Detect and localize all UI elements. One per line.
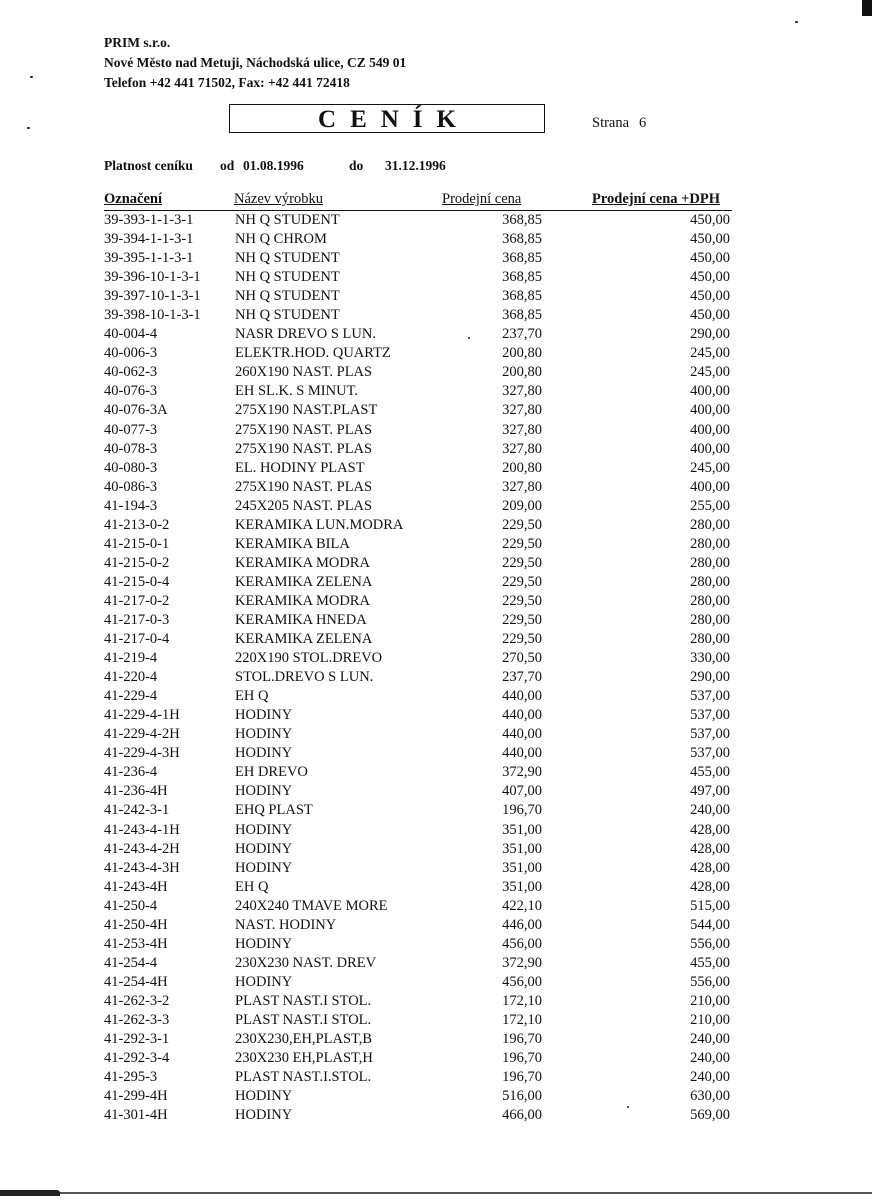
cell-price-vat: 537,00 (690, 726, 730, 743)
cell-price: 351,00 (502, 840, 542, 857)
cell-name: KERAMIKA MODRA (235, 554, 370, 571)
table-row (0, 268, 872, 287)
table-row (0, 1049, 872, 1068)
cell-price: 196,70 (502, 802, 542, 819)
cell-name: NH Q STUDENT (235, 212, 340, 228)
header-code: Označení (104, 191, 162, 207)
cell-price-vat: 240,00 (690, 1031, 730, 1048)
cell-name: EH DREVO (235, 764, 308, 781)
cell-price: 368,85 (502, 231, 542, 248)
cell-price: 440,00 (502, 707, 542, 724)
cell-price-vat: 280,00 (690, 535, 730, 552)
cell-price: 368,85 (502, 250, 542, 267)
cell-code: 41-292-3-1 (104, 1031, 170, 1048)
validity-from-label: od (220, 158, 235, 173)
cell-name: NH Q STUDENT (235, 288, 340, 305)
cell-name: KERAMIKA BILA (235, 535, 350, 552)
cell-price: 351,00 (502, 859, 542, 876)
cell-price-vat: 537,00 (690, 707, 730, 724)
table-row (0, 897, 872, 916)
cell-name: EH Q (235, 688, 269, 705)
cell-price-vat: 428,00 (690, 821, 730, 838)
cell-price: 368,85 (502, 269, 542, 286)
cell-name: STOL.DREVO S LUN. (235, 669, 374, 686)
page-number-label: Strana (592, 115, 630, 131)
cell-price-vat: 450,00 (690, 288, 730, 305)
scan-speck (795, 21, 798, 23)
cell-price-vat: 400,00 (690, 402, 730, 419)
cell-price: 229,50 (502, 554, 542, 571)
cell-code: 41-295-3 (104, 1069, 158, 1086)
cell-code: 41-229-4-2H (104, 726, 180, 743)
table-row (0, 973, 872, 992)
cell-code: 41-217-0-2 (104, 592, 170, 609)
cell-price-vat: 450,00 (690, 231, 730, 248)
table-row (0, 954, 872, 973)
table-row (0, 497, 872, 516)
cell-price: 237,70 (502, 326, 542, 343)
cell-name: EH Q (235, 878, 269, 895)
cell-price-vat: 515,00 (690, 897, 730, 914)
cell-price-vat: 428,00 (690, 840, 730, 857)
cell-name: NH Q STUDENT (235, 250, 340, 267)
cell-name: 230X230,EH,PLAST,B (235, 1031, 373, 1048)
table-row (0, 611, 872, 630)
table-row (0, 401, 872, 420)
cell-price-vat: 428,00 (690, 878, 730, 895)
cell-price-vat: 400,00 (690, 383, 730, 400)
table-row (0, 744, 872, 763)
table-row (0, 1011, 872, 1030)
cell-price: 456,00 (502, 935, 542, 952)
cell-name: 260X190 NAST. PLAS (235, 364, 373, 381)
table-row (0, 821, 872, 840)
cell-price-vat: 569,00 (690, 1107, 730, 1124)
table-row (0, 363, 872, 382)
cell-price-vat: 280,00 (690, 611, 730, 628)
cell-price: 351,00 (502, 878, 542, 895)
cell-price-vat: 537,00 (690, 688, 730, 705)
cell-price-vat: 630,00 (690, 1088, 730, 1105)
cell-price-vat: 290,00 (690, 326, 730, 343)
cell-price-vat: 400,00 (690, 440, 730, 457)
cell-price: 456,00 (502, 973, 542, 990)
validity-label: Platnost ceníku (104, 158, 193, 173)
scan-edge-mark (862, 0, 872, 16)
cell-code: 41-262-3-3 (104, 1011, 170, 1028)
cell-price: 229,50 (502, 573, 542, 590)
cell-price: 446,00 (502, 916, 542, 933)
cell-price: 209,00 (502, 497, 542, 514)
table-header (0, 191, 872, 211)
cell-name: PLAST NAST.I STOL. (235, 992, 372, 1009)
cell-code: 41-215-0-1 (104, 535, 170, 552)
cell-code: 41-243-4-3H (104, 859, 180, 876)
cell-price-vat: 450,00 (690, 250, 730, 267)
document-title: CENÍK (318, 106, 470, 133)
table-row (0, 306, 872, 325)
cell-code: 39-395-1-1-3-1 (104, 250, 194, 267)
company-header (104, 33, 406, 93)
table-row (0, 459, 872, 478)
cell-code: 40-080-3 (104, 459, 158, 476)
scan-bottom-edge (0, 1192, 872, 1194)
cell-code: 39-394-1-1-3-1 (104, 231, 194, 248)
cell-code: 41-217-0-3 (104, 611, 170, 628)
cell-code: 41-301-4H (104, 1107, 168, 1124)
table-row (0, 211, 872, 230)
cell-price: 466,00 (502, 1107, 542, 1124)
cell-code: 41-229-4 (104, 688, 158, 705)
table-row (0, 287, 872, 306)
cell-price: 200,80 (502, 364, 542, 381)
cell-price: 229,50 (502, 611, 542, 628)
table-row (0, 992, 872, 1011)
cell-code: 39-396-10-1-3-1 (104, 269, 201, 286)
cell-price: 229,50 (502, 592, 542, 609)
cell-code: 41-229-4-1H (104, 707, 180, 724)
cell-name: 230X230 EH,PLAST,H (235, 1050, 373, 1067)
table-row (0, 687, 872, 706)
cell-price: 422,10 (502, 897, 542, 914)
cell-price-vat: 556,00 (690, 973, 730, 990)
cell-code: 41-253-4H (104, 935, 168, 952)
cell-price: 368,85 (502, 288, 542, 305)
cell-name: 275X190 NAST. PLAS (235, 478, 373, 495)
table-row (0, 840, 872, 859)
cell-price-vat: 280,00 (690, 592, 730, 609)
cell-price: 327,80 (502, 440, 542, 457)
cell-price-vat: 450,00 (690, 212, 730, 228)
cell-name: NAST. HODINY (235, 916, 337, 933)
cell-price-vat: 400,00 (690, 421, 730, 438)
cell-price: 327,80 (502, 478, 542, 495)
cell-name: PLAST NAST.I STOL. (235, 1011, 372, 1028)
cell-price-vat: 240,00 (690, 802, 730, 819)
cell-price: 327,80 (502, 421, 542, 438)
cell-code: 41-250-4 (104, 897, 158, 914)
cell-name: KERAMIKA MODRA (235, 592, 370, 609)
header-name: Název výrobku (234, 191, 323, 207)
cell-name: 275X190 NAST. PLAS (235, 421, 373, 438)
table-row (0, 1087, 872, 1106)
cell-name: EL. HODINY PLAST (235, 459, 365, 476)
cell-price: 229,50 (502, 631, 542, 648)
company-address: Nové Město nad Metuji, Náchodská ulice, CZ 549 01 (104, 55, 407, 70)
scan-speck (627, 1106, 629, 1108)
table-row (0, 706, 872, 725)
cell-name: PLAST NAST.I.STOL. (235, 1069, 372, 1086)
cell-name: HODINY (235, 745, 293, 762)
table-row (0, 763, 872, 782)
cell-price: 372,90 (502, 764, 542, 781)
cell-code: 41-299-4H (104, 1088, 168, 1105)
table-row (0, 916, 872, 935)
cell-code: 41-250-4H (104, 916, 168, 933)
table-row (0, 592, 872, 611)
price-table-body (0, 211, 872, 1125)
cell-name: KERAMIKA ZELENA (235, 631, 373, 648)
scan-bottom-left-mark (0, 1190, 60, 1196)
page-number (592, 115, 646, 132)
table-row (0, 630, 872, 649)
scan-speck (468, 337, 470, 339)
cell-name: ELEKTR.HOD. QUARTZ (235, 345, 391, 362)
table-row (0, 878, 872, 897)
scan-speck (30, 76, 33, 78)
table-row (0, 935, 872, 954)
table-row (0, 440, 872, 459)
cell-price-vat: 455,00 (690, 954, 730, 971)
table-row (0, 859, 872, 878)
cell-name: 220X190 STOL.DREVO (235, 650, 383, 667)
cell-price-vat: 280,00 (690, 631, 730, 648)
cell-price: 172,10 (502, 992, 542, 1009)
cell-price: 200,80 (502, 459, 542, 476)
cell-code: 40-078-3 (104, 440, 158, 457)
cell-name: HODINY (235, 1088, 293, 1105)
cell-code: 40-076-3A (104, 402, 168, 419)
cell-price-vat: 245,00 (690, 364, 730, 381)
company-phone-fax: Telefon +42 441 71502, Fax: +42 441 72418 (104, 75, 350, 90)
cell-price: 516,00 (502, 1088, 542, 1105)
cell-price: 172,10 (502, 1011, 542, 1028)
cell-price: 327,80 (502, 402, 542, 419)
cell-code: 41-213-0-2 (104, 516, 170, 533)
cell-name: HODINY (235, 859, 293, 876)
cell-price: 270,50 (502, 650, 542, 667)
cell-price: 229,50 (502, 516, 542, 533)
cell-price: 229,50 (502, 535, 542, 552)
cell-price: 200,80 (502, 345, 542, 362)
table-row (0, 554, 872, 573)
cell-name: 230X230 NAST. DREV (235, 954, 377, 971)
cell-price-vat: 210,00 (690, 992, 730, 1009)
table-row (0, 782, 872, 801)
header-price-vat: Prodejní cena +DPH (592, 191, 721, 207)
cell-price-vat: 280,00 (690, 554, 730, 571)
table-row (0, 535, 872, 554)
cell-code: 41-217-0-4 (104, 631, 170, 648)
cell-price: 368,85 (502, 212, 542, 228)
cell-price-vat: 450,00 (690, 307, 730, 324)
cell-price-vat: 537,00 (690, 745, 730, 762)
cell-price-vat: 280,00 (690, 516, 730, 533)
cell-price: 196,70 (502, 1050, 542, 1067)
cell-price-vat: 240,00 (690, 1069, 730, 1086)
cell-name: HODINY (235, 783, 293, 800)
cell-price: 351,00 (502, 821, 542, 838)
cell-price: 440,00 (502, 745, 542, 762)
table-row (0, 344, 872, 363)
cell-name: KERAMIKA LUN.MODRA (235, 516, 404, 533)
cell-code: 41-254-4 (104, 954, 158, 971)
cell-price: 372,90 (502, 954, 542, 971)
table-row (0, 325, 872, 344)
cell-name: HODINY (235, 973, 293, 990)
table-row (0, 230, 872, 249)
cell-price-vat: 245,00 (690, 459, 730, 476)
cell-price-vat: 240,00 (690, 1050, 730, 1067)
cell-price-vat: 450,00 (690, 269, 730, 286)
cell-price: 327,80 (502, 383, 542, 400)
validity-to-date: 31.12.1996 (385, 158, 446, 173)
cell-code: 40-086-3 (104, 478, 158, 495)
validity-from-date: 01.08.1996 (243, 158, 304, 173)
table-row (0, 1068, 872, 1087)
cell-code: 41-242-3-1 (104, 802, 170, 819)
cell-code: 41-194-3 (104, 497, 158, 514)
title-box (229, 104, 545, 133)
table-row (0, 516, 872, 535)
cell-code: 41-243-4-1H (104, 821, 180, 838)
cell-name: KERAMIKA HNEDA (235, 611, 367, 628)
cell-code: 41-215-0-2 (104, 554, 170, 571)
cell-code: 41-229-4-3H (104, 745, 180, 762)
cell-name: NH Q STUDENT (235, 307, 340, 324)
cell-price-vat: 400,00 (690, 478, 730, 495)
cell-name: HODINY (235, 1107, 293, 1124)
cell-code: 41-236-4 (104, 764, 158, 781)
cell-code: 40-004-4 (104, 326, 158, 343)
cell-code: 41-220-4 (104, 669, 158, 686)
cell-name: HODINY (235, 726, 293, 743)
cell-price-vat: 255,00 (690, 497, 730, 514)
cell-price: 407,00 (502, 783, 542, 800)
table-row (0, 382, 872, 401)
cell-price: 440,00 (502, 688, 542, 705)
cell-price: 368,85 (502, 307, 542, 324)
cell-code: 40-077-3 (104, 421, 158, 438)
cell-price: 196,70 (502, 1031, 542, 1048)
cell-code: 40-062-3 (104, 364, 158, 381)
cell-name: NH Q STUDENT (235, 269, 340, 286)
cell-price-vat: 330,00 (690, 650, 730, 667)
cell-name: NASR DREVO S LUN. (235, 326, 376, 343)
table-row (0, 801, 872, 820)
cell-code: 41-254-4H (104, 973, 168, 990)
cell-price-vat: 290,00 (690, 669, 730, 686)
cell-code: 41-236-4H (104, 783, 168, 800)
cell-code: 41-219-4 (104, 650, 158, 667)
cell-name: 245X205 NAST. PLAS (235, 497, 373, 514)
cell-code: 41-262-3-2 (104, 992, 170, 1009)
cell-price-vat: 544,00 (690, 916, 730, 933)
cell-price-vat: 210,00 (690, 1011, 730, 1028)
cell-price: 196,70 (502, 1069, 542, 1086)
cell-code: 41-243-4-2H (104, 840, 180, 857)
table-row (0, 1106, 872, 1125)
cell-name: EHQ PLAST (235, 802, 313, 819)
cell-code: 40-076-3 (104, 383, 158, 400)
cell-code: 40-006-3 (104, 345, 158, 362)
cell-name: HODINY (235, 707, 293, 724)
cell-code: 39-397-10-1-3-1 (104, 288, 201, 305)
cell-price-vat: 245,00 (690, 345, 730, 362)
cell-name: HODINY (235, 840, 293, 857)
cell-price-vat: 497,00 (690, 783, 730, 800)
cell-name: 275X190 NAST. PLAS (235, 440, 373, 457)
company-name: PRIM s.r.o. (104, 35, 171, 50)
cell-price: 440,00 (502, 726, 542, 743)
table-row (0, 1030, 872, 1049)
page-number-value: 6 (639, 115, 647, 131)
cell-name: 275X190 NAST.PLAST (235, 402, 378, 419)
table-row (0, 649, 872, 668)
table-row (0, 573, 872, 592)
cell-code: 41-243-4H (104, 878, 168, 895)
cell-code: 41-292-3-4 (104, 1050, 170, 1067)
cell-name: EH SL.K. S MINUT. (235, 383, 358, 400)
cell-code: 41-215-0-4 (104, 573, 170, 590)
cell-price-vat: 556,00 (690, 935, 730, 952)
table-row (0, 249, 872, 268)
validity-to-label: do (349, 158, 364, 173)
cell-code: 39-398-10-1-3-1 (104, 307, 201, 324)
table-row (0, 668, 872, 687)
table-row (0, 725, 872, 744)
cell-price: 237,70 (502, 669, 542, 686)
cell-name: KERAMIKA ZELENA (235, 573, 373, 590)
cell-price-vat: 455,00 (690, 764, 730, 781)
cell-code: 39-393-1-1-3-1 (104, 212, 194, 228)
cell-name: 240X240 TMAVE MORE (235, 897, 388, 914)
table-row (0, 421, 872, 440)
table-row (0, 478, 872, 497)
cell-price-vat: 280,00 (690, 573, 730, 590)
cell-name: NH Q CHROM (235, 231, 327, 248)
cell-name: HODINY (235, 821, 293, 838)
scan-speck (27, 127, 30, 129)
cell-price-vat: 428,00 (690, 859, 730, 876)
header-price: Prodejní cena (442, 191, 522, 207)
cell-name: HODINY (235, 935, 293, 952)
